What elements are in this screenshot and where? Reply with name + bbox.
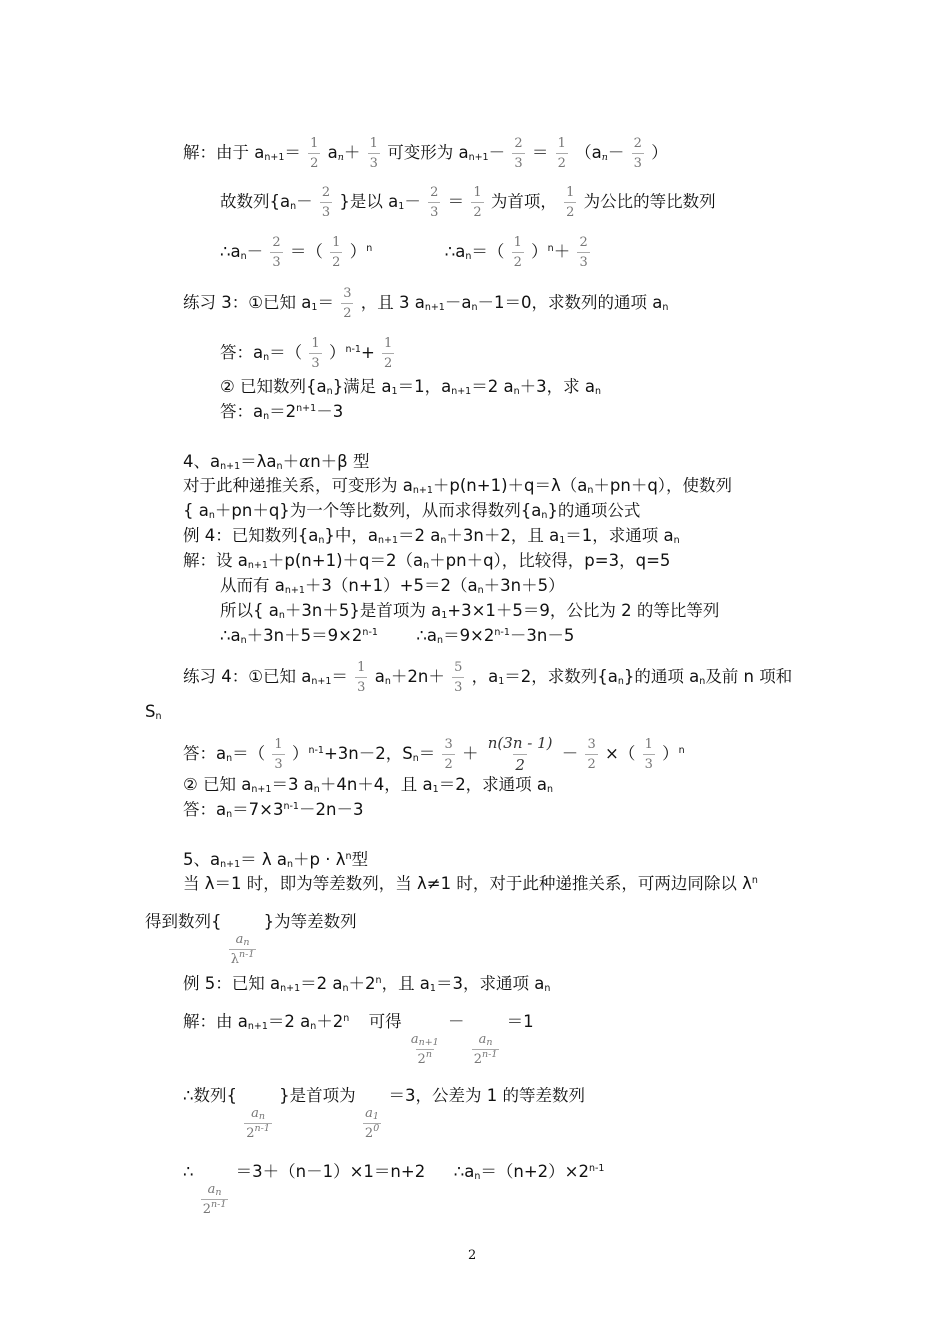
exercise-4-1: 练习 4：①已知 $a_{n+1}=$ $\frac{1}{3}$ $a_n+2n+$ $\frac{5}{3}$ ，$a_1=2$，求数列$\{a_n\}$的通项 $a_n$及前 n 项和 [183, 660, 793, 695]
section-5-heading: 5、$a_{n+1}= \lambda$ $a_n+p \cdot \lambda^n$型 [183, 850, 369, 870]
example-5-solution-3: ∴ $\frac{a_n}{2^{n-1}}$ ＝3＋（n－1）×1＝n+2 $\therefore a_n=(n+2)\times 2^{n-1}$ [183, 1162, 605, 1217]
exercise-3-1-answer: 答：$a_n=$（ $\frac{1}{3}$ ）$^{n-1}$+ $\frac{1}{2}$ [220, 336, 393, 371]
fraction: $\frac{a_n}{2^{n-1}}$ [202, 1182, 227, 1217]
solution-1-line-1: 解：由于 $a_{n+1}=$ $\frac{1}{2}$ $a_n+$ $\frac{1}{3}$ 可变形为 $a_{n+1}-$ $\frac{2}{3}$ ＝ $\frac{1}{2}$ （$a_n-$ $\frac{2}{3}$ ） [183, 136, 668, 171]
fraction: $\frac{1}{3}$ [274, 737, 283, 772]
example-4: 例 4：已知数列$\{a_n\}$中，$a_{n+1}=2$ $a_n+3n+2$，且 $a_1=1$，求通项 $a_n$ [183, 526, 680, 546]
fraction: $\frac{1}{2}$ [557, 136, 566, 171]
section-5-text-2: 得到数列{ $\frac{a_n}{\lambda^{n-1}}$ }为等差数列 [145, 912, 357, 967]
exercise-3-2-answer: 答：$a_n=2^{n+1}-3$ [220, 402, 344, 422]
fraction: $\frac{3}{2}$ [587, 737, 596, 772]
fraction: $\frac{3}{2}$ [343, 286, 352, 321]
fraction: $\frac{1}{2}$ [332, 235, 341, 270]
fraction: $\frac{1}{2}$ [310, 136, 319, 171]
fraction: $\frac{1}{2}$ [473, 185, 482, 220]
section-5-text-1: 当 λ＝1 时，即为等差数列，当 λ≠1 时，对于此种递推关系，可两边同除以 $\lambda^n$ [183, 874, 758, 893]
fraction: $\frac{a_n}{2^{n-1}}$ [473, 1032, 498, 1067]
fraction: $\frac{1}{3}$ [311, 336, 320, 371]
section-4-text-1: 对于此种递推关系，可变形为 $a_{n+1}+p(n+1)+q=\lambda(a_n+pn+q)$，使数列 [183, 476, 733, 496]
fraction: $\frac{a_n}{2^{n-1}}$ [246, 1106, 270, 1141]
example-5-solution-2: ∴数列{ $\frac{a_n}{2^{n-1}}$ }是首项为 $\frac{a_1}{2^0}$ ＝3，公差为 1 的等差数列 [183, 1086, 585, 1141]
fraction: $\frac{3}{2}$ [444, 737, 453, 772]
fraction: $\frac{5}{3}$ [454, 660, 463, 695]
fraction: $\frac{n(3n - 1)}{2}$ [487, 734, 553, 774]
example-4-solution-3: 所以{ $a_n+3n+5$}是首项为 $a_1+3\times 1+5=9$，公比为 2 的等比等列 [220, 601, 720, 621]
fraction: $\frac{2}{3}$ [272, 235, 281, 270]
exercise-4-1-continuation: $S_n$ [145, 702, 162, 722]
fraction: $\frac{2}{3}$ [430, 185, 439, 220]
section-4-heading: 4、$a_{n+1}=\lambda a_n+\alpha n+\beta$ 型 [183, 452, 370, 472]
solution-1-line-2: 故数列{$a_n-$ $\frac{2}{3}$ }是以 $a_1-$ $\frac{2}{3}$ ＝ $\frac{1}{2}$ 为首项， $\frac{1}{2}$ 为公比的等比数列 [220, 185, 716, 220]
fraction: $\frac{a_1}{2^0}$ [364, 1106, 380, 1141]
example-4-solution-4: $\therefore a_n+3n+5=9\times 2^{n-1}$ $\therefore a_n=9\times 2^{n-1}-3n-5$ [220, 626, 575, 646]
fraction: $\frac{2}{3}$ [321, 185, 331, 220]
exercise-4-2: ② 已知 $a_{n+1}=3$ $a_n+4n+4$，且 $a_1=2$，求通项 $a_n$ [183, 775, 554, 795]
exercise-3-1: 练习 3：①已知 $a_1=$ $\frac{3}{2}$ ，且 3 $a_{n+1}-a_n-1=0$，求数列的通项 $a_n$ [183, 286, 669, 321]
fraction: $\frac{2}{3}$ [514, 136, 523, 171]
section-4-text-2: { $a_n+pn+q$}为一个等比数列，从而求得数列$\{a_n\}$的通项公式 [183, 501, 641, 521]
fraction: $\frac{a_{n+1}}{2^n}$ [410, 1032, 439, 1067]
exercise-4-2-answer: 答：$a_n=7\times 3^{n-1}-2n-3$ [183, 800, 364, 820]
fraction: $\frac{2}{3}$ [579, 235, 588, 270]
fraction: $\frac{1}{3}$ [369, 136, 378, 171]
fraction: $\frac{1}{3}$ [644, 737, 653, 772]
example-5-solution-1: 解：由 $a_{n+1}=2$ $a_n+2^n$ 可得 $\frac{a_{n+1}}{2^n}$ － $\frac{a_n}{2^{n-1}}$ ＝1 [183, 1012, 534, 1067]
example-4-solution-1: 解：设 $a_{n+1}+p(n+1)+q=2(a_n+pn+q)$，比较得，p=3，q=5 [183, 551, 671, 571]
fraction: $\frac{1}{3}$ [357, 660, 366, 695]
page-number: 2 [468, 1248, 477, 1263]
fraction: $\frac{1}{2}$ [384, 336, 393, 371]
fraction: $\frac{a_n}{\lambda^{n-1}}$ [230, 932, 255, 967]
fraction: $\frac{2}{3}$ [633, 136, 642, 171]
example-4-solution-2: 从而有 $a_{n+1}+3(n+1)+5=2(a_n+3n+5)$ [220, 576, 565, 596]
fraction: $\frac{1}{2}$ [566, 185, 575, 220]
example-5: 例 5：已知 $a_{n+1}=2$ $a_n+2^n$，且 $a_1=3$，求通项 $a_n$ [183, 974, 551, 994]
fraction: $\frac{1}{2}$ [513, 235, 522, 270]
exercise-4-1-answer: 答：$a_n=$（ $\frac{1}{3}$ ）$^{n-1}$+3n－2，$S_n=$ $\frac{3}{2}$ ＋ $\frac{n(3n - 1)}{2}$ － $\frac{3}{2}$ ×（ $\frac{1}{3}$ ）$^n$ [183, 734, 685, 774]
exercise-3-2: ② 已知数列$\{a_n\}$满足 $a_1=1$，$a_{n+1}=2$ $a_n+3$，求 $a_n$ [220, 377, 602, 397]
solution-1-line-3: $\therefore a_n-$ $\frac{2}{3}$ ＝（ $\frac{1}{2}$ ）$^n$ $\therefore a_n=$（ $\frac{1}{2}$ ）$^n$＋ $\frac{2}{3}$ [220, 235, 588, 270]
